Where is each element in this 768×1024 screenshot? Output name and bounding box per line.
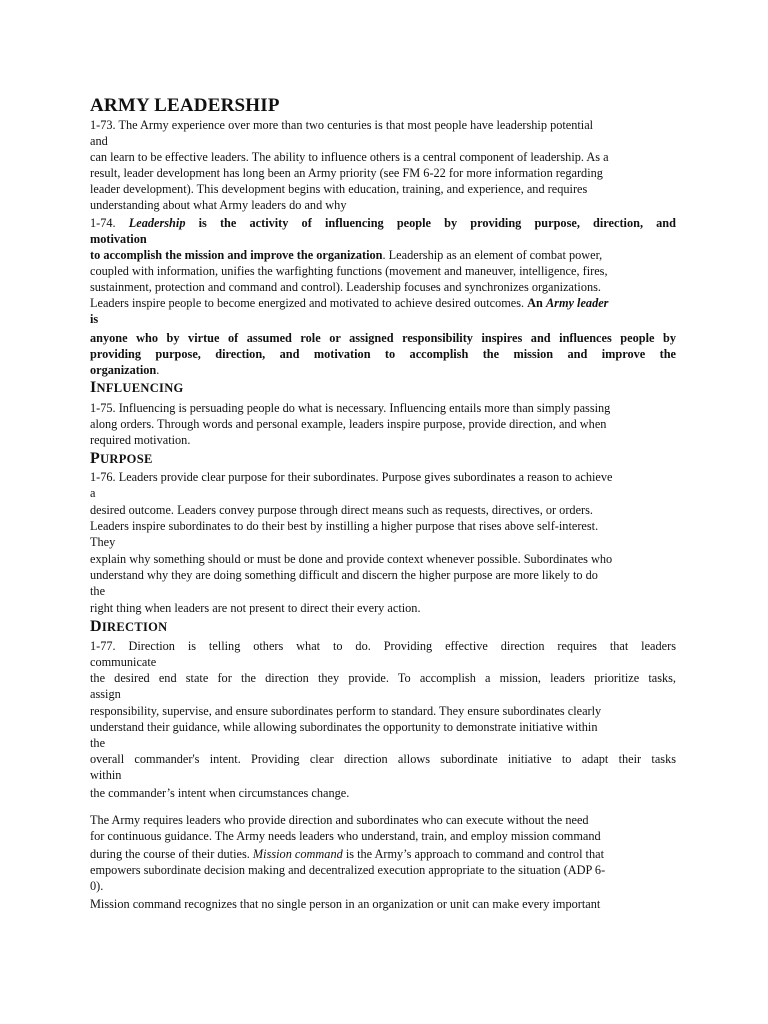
term-mission-command: Mission command: [252, 847, 343, 861]
para-1-74-line: organization.: [90, 363, 160, 377]
para-1-76-line: 1-76. Leaders provide clear purpose for their subordinates. Purpose gives subordinates a reason to achieve: [90, 470, 613, 484]
mission-command-line: Mission command recognizes that no single person in an organization or unit can make every important: [90, 897, 601, 911]
para-1-74-line: Leaders inspire people to become energized and motivated to achieve desired outcomes. An Army leader: [90, 296, 609, 310]
para-1-77-line: assign: [90, 687, 121, 701]
mission-command-line: 0).: [90, 879, 104, 893]
mission-command-line: during the course of their duties. Mission command is the Army’s approach to command and control that: [90, 847, 604, 861]
para-1-76-line: They: [90, 535, 116, 549]
definition-text: to accomplish the mission and improve the organization: [90, 248, 383, 262]
para-1-73-line: understanding about what Army leaders do and why: [90, 198, 347, 212]
para-1-76-line: right thing when leaders are not present to direct their every action.: [90, 601, 421, 615]
mission-command-line: for continuous guidance. The Army needs leaders who understand, train, and employ mission command: [90, 829, 601, 843]
para-1-73-line: leader development). This development begins with education, training, and experience, and requires: [90, 182, 588, 196]
term-army-leader: Army leader: [545, 296, 609, 310]
para-1-74-line: motivation: [90, 232, 147, 246]
para-1-77-line: overall commander's intent. Providing clear direction allows subordinate initiative to adapt their tasks: [90, 752, 676, 766]
para-1-73-line: 1-73. The Army experience over more than two centuries is that most people have leadership potential: [90, 118, 594, 132]
para-1-76-line: desired outcome. Leaders convey purpose through direct means such as requests, directives, or orders.: [90, 503, 593, 517]
section-heading-influencing: INFLUENCING: [90, 379, 184, 396]
para-1-74-line: providing purpose, direction, and motivation to accomplish the mission and improve the: [90, 347, 676, 361]
para-1-74-line: [90, 215, 676, 231]
para-number: 1-74.: [90, 216, 129, 230]
mission-command-line: The Army requires leaders who provide direction and subordinates who can execute without the need: [90, 813, 589, 827]
definition-text: is the activity of influencing people by providing purpose, direction, and: [185, 216, 676, 230]
mission-command-line: empowers subordinate decision making and decentralized execution appropriate to the situation (ADP 6-: [90, 863, 606, 877]
para-1-75-line: along orders. Through words and personal example, leaders inspire purpose, provide direction, and when: [90, 417, 607, 431]
section-heading-purpose: PURPOSE: [90, 450, 153, 467]
page-title: ARMY LEADERSHIP: [90, 95, 280, 116]
para-1-77-line: responsibility, supervise, and ensure subordinates perform to standard. They ensure subordinates clearly: [90, 704, 602, 718]
para-1-75-line: 1-75. Influencing is persuading people do what is necessary. Influencing entails more than simply passing: [90, 401, 611, 415]
para-1-76-line: the: [90, 584, 106, 598]
para-1-77-line: the commander’s intent when circumstances change.: [90, 786, 350, 800]
para-1-75-line: required motivation.: [90, 433, 191, 447]
para-1-77-line: the: [90, 736, 106, 750]
para-1-73-line: result, leader development has long been an Army priority (see FM 6-22 for more information regarding: [90, 166, 603, 180]
para-1-77-line: communicate: [90, 655, 157, 669]
para-1-77-line: the desired end state for the direction they provide. To accomplish a mission, leaders prioritize tasks,: [90, 671, 676, 685]
para-1-73-line: can learn to be effective leaders. The ability to influence others is a central component of leadership. As a: [90, 150, 609, 164]
para-1-76-line: Leaders inspire subordinates to do their best by instilling a higher purpose that rises above self-interest.: [90, 519, 599, 533]
para-1-77-line: within: [90, 768, 122, 782]
para-1-77-line: 1-77. Direction is telling others what to do. Providing effective direction requires that leaders: [90, 639, 676, 653]
para-1-74-line: coupled with information, unifies the warfighting functions (movement and maneuver, intelligence, fires,: [90, 264, 608, 278]
para-1-77-line: understand their guidance, while allowing subordinates the opportunity to demonstrate initiative within: [90, 720, 598, 734]
term-leadership: Leadership: [128, 216, 186, 230]
para-1-73-line: and: [90, 134, 108, 148]
para-1-74-line: to accomplish the mission and improve the organization. Leadership as an element of combat power,: [90, 248, 603, 262]
para-1-74-line: is: [90, 312, 99, 326]
para-1-76-line: a: [90, 486, 96, 500]
para-1-76-line: understand why they are doing something difficult and discern the higher purpose are more likely to do: [90, 568, 598, 582]
section-heading-direction: DIRECTION: [90, 618, 168, 635]
para-1-74-line: sustainment, protection and command and control). Leadership focuses and synchronizes organizations.: [90, 280, 601, 294]
para-1-74-line: anyone who by virtue of assumed role or assigned responsibility inspires and influences people by: [90, 331, 676, 345]
para-1-76-line: explain why something should or must be done and provide context whenever possible. Subordinates who: [90, 552, 613, 566]
